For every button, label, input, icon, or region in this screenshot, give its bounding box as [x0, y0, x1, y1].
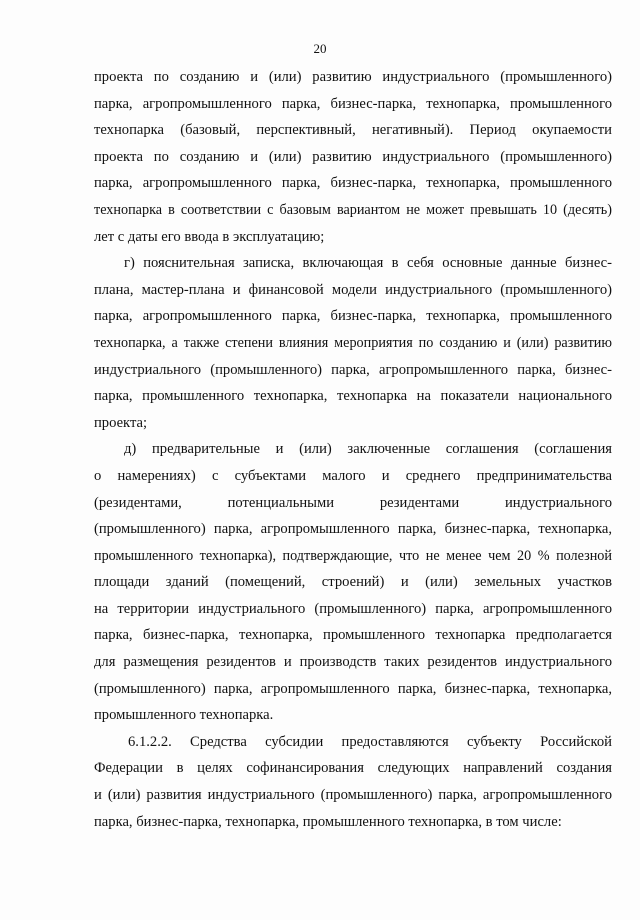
text-line: технопарка, а также степени влияния мероприятия по созданию и (или) развитию	[94, 334, 612, 351]
text-line: Федерации в целях софинансирования следующих направлений создания	[94, 760, 612, 777]
text-line: для размещения резидентов и производств таких резидентов индустриального	[94, 654, 612, 671]
text-line: д) предварительные и (или) заключенные соглашения (соглашения	[124, 441, 612, 458]
text-line: плана, мастер-плана и финансовой модели индустриального (промышленного)	[94, 281, 612, 298]
text-line: парка, агропромышленного парка, бизнес-парка, технопарка, промышленного	[94, 95, 612, 112]
text-line: технопарка (базовый, перспективный, негативный). Период окупаемости	[94, 122, 612, 139]
text-line: парка, бизнес-парка, технопарка, промышленного технопарка, в том числе:	[94, 813, 562, 830]
paragraph-item-d	[94, 436, 612, 729]
text-line: парка, агропромышленного парка, бизнес-парка, технопарка, промышленного	[94, 175, 612, 192]
text-line: площади зданий (помещений, строений) и (или) земельных участков	[94, 574, 612, 591]
text-line: технопарка в соответствии с базовым вариантом не может превышать 10 (десять)	[94, 201, 612, 218]
text-line: (промышленного) парка, агропромышленного парка, бизнес-парка, технопарка,	[94, 680, 612, 697]
text-line: проекта по созданию и (или) развитию индустриального (промышленного)	[94, 69, 612, 85]
page-number: 20	[313, 41, 327, 56]
text-line: о намерениях) с субъектами малого и среднего предпринимательства	[94, 467, 612, 484]
text-line: промышленного технопарка.	[94, 707, 274, 724]
text-line: (промышленного) парка, агропромышленного парка, бизнес-парка, технопарка,	[94, 521, 612, 538]
text-line: (резидентами, потенциальными резидентами индустриального	[94, 494, 612, 511]
text-line: лет с даты его ввода в эксплуатацию;	[94, 228, 325, 245]
text-line: индустриального (промышленного) парка, агропромышленного парка, бизнес-	[94, 361, 612, 378]
text-line: г) пояснительная записка, включающая в себя основные данные бизнес-	[124, 255, 612, 272]
paragraph-section-6-1-2-2	[94, 729, 612, 835]
paragraph-continuation	[94, 64, 612, 250]
text-line: 6.1.2.2. Средства субсидии предоставляются субъекту Российской	[128, 733, 612, 750]
text-line: на территории индустриального (промышленного) парка, агропромышленного	[94, 600, 612, 617]
text-line: и (или) развития индустриального (промышленного) парка, агропромышленного	[94, 787, 612, 804]
text-line: парка, бизнес-парка, технопарка, промышленного технопарка предполагается	[94, 627, 612, 644]
text-line: парка, промышленного технопарка, технопарка на показатели национального	[94, 388, 612, 405]
text-line: промышленного технопарка), подтверждающие, что не менее чем 20 % полезной	[94, 547, 612, 564]
paragraph-item-g	[94, 250, 612, 436]
text-line: проекта по созданию и (или) развитию индустриального (промышленного)	[94, 148, 612, 165]
text-line: проекта;	[94, 414, 148, 431]
document-body	[94, 64, 612, 835]
text-line: парка, агропромышленного парка, бизнес-парка, технопарка, промышленного	[94, 308, 612, 325]
